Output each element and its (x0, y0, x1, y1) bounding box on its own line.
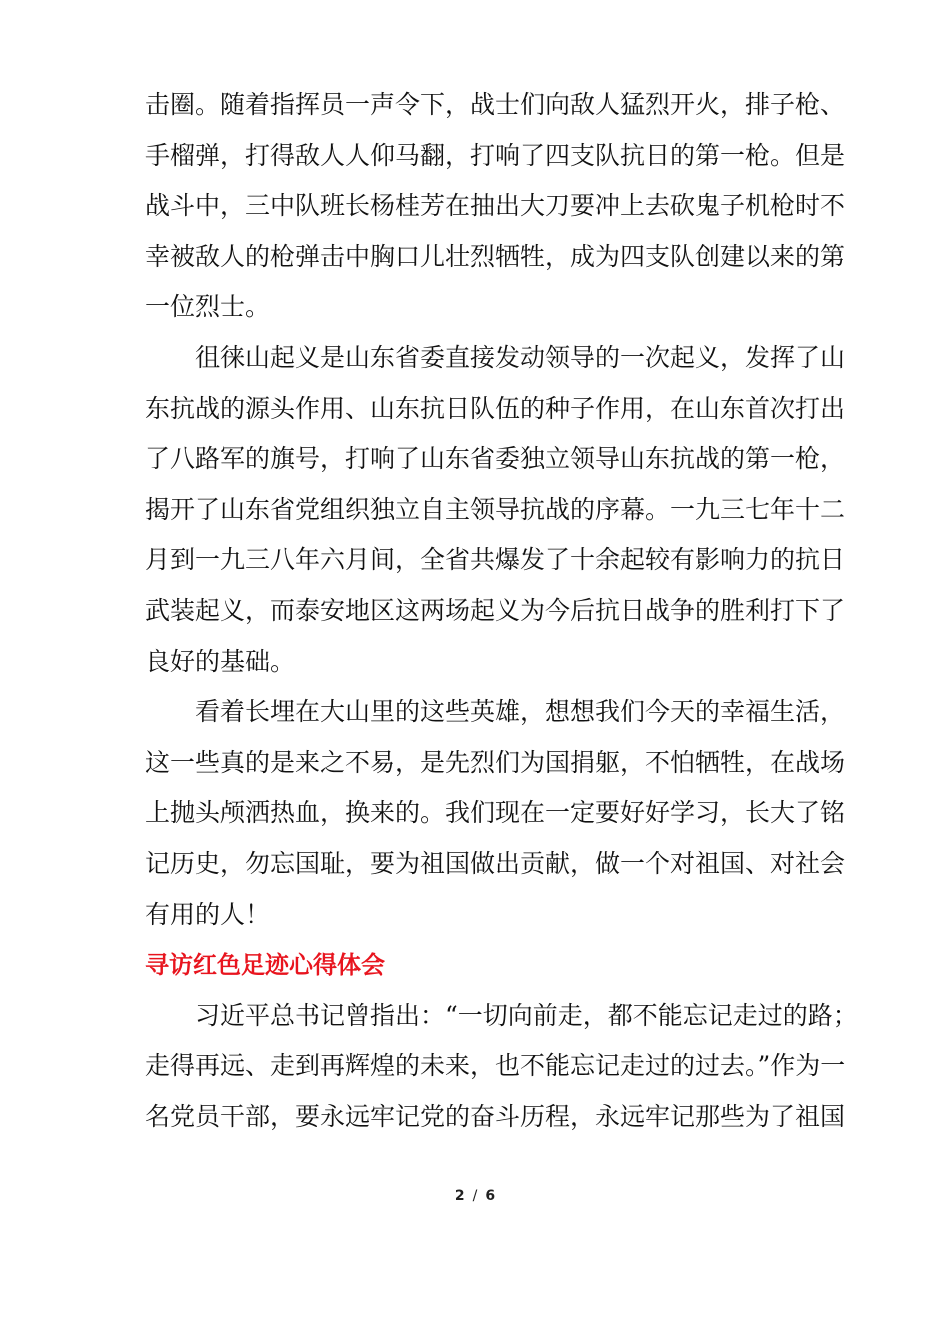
text-line: 月到一九三八年六月间，全省共爆发了十余起较有影响力的抗日 (145, 545, 846, 575)
text-line: 了八路军的旗号，打响了山东省委独立领导山东抗战的第一枪， (145, 444, 846, 474)
document-body (145, 80, 858, 1142)
text-line: 手榴弹，打得敌人人仰马翻，打响了四支队抗日的第一枪。但是 (145, 140, 846, 170)
text-line: 习近平总书记曾指出：“一切向前走，都不能忘记走过的路； (195, 1000, 858, 1030)
paragraph-1 (145, 80, 846, 333)
text-line: 看着长埋在大山里的这些英雄，想想我们今天的幸福生活， (195, 697, 846, 727)
text-line: 良好的基础。 (145, 646, 296, 676)
paragraph-2 (145, 333, 846, 687)
paragraph-3 (145, 687, 846, 940)
text-line: 有用的人！ (145, 899, 271, 929)
total-pages-number: 6 (485, 1188, 496, 1204)
text-line: 徂徕山起义是山东省委直接发动领导的一次起义，发挥了山 (195, 342, 846, 372)
text-line: 这一些真的是来之不易，是先烈们为国捐躯，不怕牺牲，在战场 (145, 747, 846, 777)
page-separator: / (472, 1188, 478, 1204)
text-line: 战斗中，三中队班长杨桂芳在抽出大刀要冲上去砍鬼子机枪时不 (145, 191, 846, 221)
text-line: 东抗战的源头作用、山东抗日队伍的种子作用，在山东首次打出 (145, 393, 846, 423)
text-line: 幸被敌人的枪弹击中胸口儿壮烈牺牲，成为四支队创建以来的第 (145, 241, 846, 271)
page-number (0, 1188, 950, 1204)
current-page-number: 2 (454, 1188, 465, 1204)
section-heading: 寻访红色足迹心得体会 (145, 951, 385, 980)
text-line: 揭开了山东省党组织独立自主领导抗战的序幕。一九三七年十二 (145, 494, 846, 524)
text-line: 记历史，勿忘国耻，要为祖国做出贡献，做一个对祖国、对社会 (145, 848, 846, 878)
text-line: 上抛头颅洒热血，换来的。我们现在一定要好好学习，长大了铭 (145, 798, 846, 828)
text-line: 走得再远、走到再辉煌的未来，也不能忘记走过的过去。”作为一 (145, 1051, 846, 1081)
text-line: 一位烈士。 (145, 292, 271, 322)
text-line: 武装起义，而泰安地区这两场起义为今后抗日战争的胜利打下了 (145, 595, 846, 625)
text-line: 击圈。随着指挥员一声令下，战士们向敌人猛烈开火，排子枪、 (145, 90, 846, 119)
text-line: 名党员干部，要永远牢记党的奋斗历程，永远牢记那些为了祖国 (145, 1101, 846, 1131)
paragraph-4 (145, 991, 858, 1143)
